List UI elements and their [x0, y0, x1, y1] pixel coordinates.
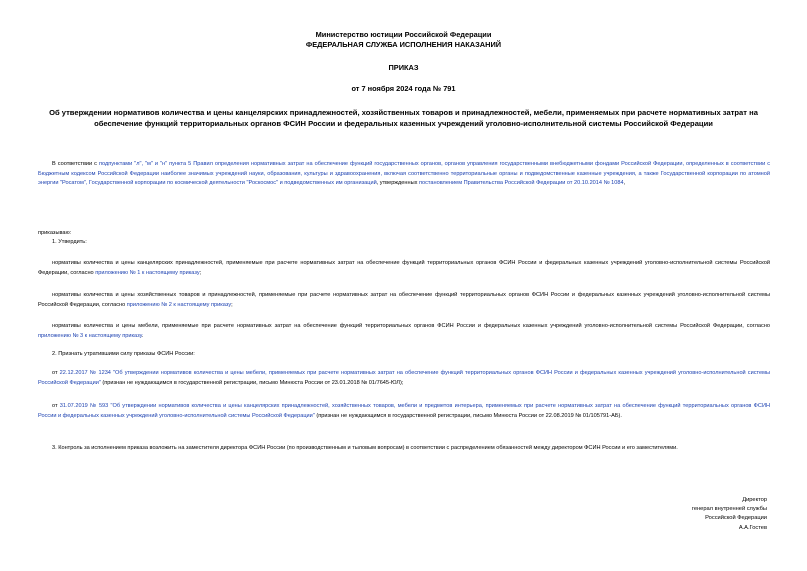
norm-end: . [141, 332, 144, 339]
signature-block [692, 496, 767, 533]
rules-link[interactable]: подпунктами "л", "м" и "н" пункта 5 Правил определения нормативных затрат на обеспечение функций государственных органов, органов управления государственными внебюджетными фондами Российской Федерации, определенных в соответствии с Бюджетным кодексом Российской Федерации наиболее значимых учреждений науки, образования, культуры и здравоохранения, включая соответственно территориальные органы и подведомственные казенные учреждения, а также Государственной корпорации по атомной энергии "Росатом", Государственной корпорации по космической деятельности "Роскосмос" и подведомственных им организаций [38, 161, 771, 186]
preamble-paragraph [38, 160, 770, 189]
item-1-heading: 1. Утвердить: [52, 239, 87, 245]
appendix-3-link[interactable]: приложению № 3 к настоящему приказу [38, 332, 142, 339]
government-decree-link[interactable]: постановлением Правительства Российской Федерации от 20.10.2014 № 1084 [418, 180, 624, 186]
repealed-note: (признан не нуждающимся в государственной регистрации, письмо Минюста России от 23.01.2018 № 01/7645-ЮЛ); [100, 379, 404, 386]
preamble-text: В соответствии с [52, 161, 99, 167]
ministry-name: Министерство юстиции Российской Федерации [315, 30, 492, 39]
document-type: ПРИКАЗ [388, 63, 419, 72]
signatory-position: Директор [742, 497, 767, 503]
repealed-note: (признан не нуждающимся в государственной регистрации, письмо Минюста России от 22.08.2019 № 01/105791-АБ). [314, 412, 622, 419]
norm-text: нормативы количества и цены хозяйственных товаров и принадлежностей, применяемые при расчете нормативных затрат на обеспечение функций территориальных органов ФСИН России и федеральных казенных учреждений уголовно-исполнительной системы Российской Федерации, согласно [38, 292, 770, 308]
norm-end: ; [231, 301, 233, 308]
order-word: приказываю: [38, 230, 72, 236]
item-3-paragraph: 3. Контроль за исполнением приказа возложить на заместителя директора ФСИН России (по производственным и тыловым вопросам) в соответствии с распределением обязанностей между директором ФСИН России и его заместителями. [52, 445, 678, 451]
order-1234-link[interactable]: 22.12.2017 № 1234 "Об утверждении нормативов количества и цены мебели, применяемых при расчете нормативных затрат на обеспечение функций территориальных органов ФСИН России и федеральных казенных учреждений уголовно-исполнительной системы Российской Федерации" [38, 370, 770, 386]
appendix-1-link[interactable]: приложению № 1 к настоящему приказу [95, 269, 200, 276]
norm-paragraph-3 [38, 322, 770, 341]
order-593-link[interactable]: 31.07.2019 № 593 "Об утверждении нормативов количества и цены канцелярских принадлежностей, хозяйственных товаров, мебели и предметов интерьера, применяемых при расчете нормативных затрат на обеспечение функций территориальных органов ФСИН России и федеральных казенных учреждений уголовно-исполнительной системы Российской Федерации" [38, 403, 770, 419]
appendix-2-link[interactable]: приложению № 2 к настоящему приказу [126, 301, 232, 308]
signatory-country: Российской Федерации [705, 515, 767, 522]
norm-end: ; [199, 269, 202, 276]
document-date-number: от 7 ноября 2024 года № 791 [351, 84, 456, 93]
signatory-name: А.А.Гостев [738, 524, 767, 531]
repealed-prefix: от [52, 403, 60, 409]
preamble-middle: , утвержденных [376, 180, 419, 186]
repealed-order-2 [38, 402, 770, 421]
norm-paragraph-2 [38, 291, 770, 310]
norm-text: нормативы количества и цены канцелярских принадлежностей, применяемые при расчете нормативных затрат на обеспечение функций территориальных органов ФСИН России и федеральных казенных учреждений уголовно-исполнительной системы Российской Федерации, согласно [38, 260, 770, 276]
preamble-end: , [623, 180, 626, 186]
repealed-prefix: от [52, 370, 60, 376]
repealed-order-1 [38, 369, 770, 388]
signatory-rank: генерал внутренней службы [691, 506, 767, 513]
service-name: ФЕДЕРАЛЬНАЯ СЛУЖБА ИСПОЛНЕНИЯ НАКАЗАНИЙ [305, 40, 502, 49]
document-title: Об утверждении нормативов количества и цены канцелярских принадлежностей, хозяйственных товаров и принадлежностей, мебели, применяемых при расчете нормативных затрат на обеспечение функций территориальных органов ФСИН России и федеральных казенных учреждений уголовно-исполнительной системы Российской Федерации [49, 108, 758, 128]
norm-text: нормативы количества и цены мебели, применяемые при расчете нормативных затрат на обеспечение функций территориальных органов ФСИН России и федеральных казенных учреждений уголовно-исполнительной системы Российской Федерации, согласно [52, 323, 770, 329]
item-2-heading: 2. Признать утратившими силу приказы ФСИН России: [52, 351, 195, 357]
norm-paragraph-1 [38, 259, 770, 278]
